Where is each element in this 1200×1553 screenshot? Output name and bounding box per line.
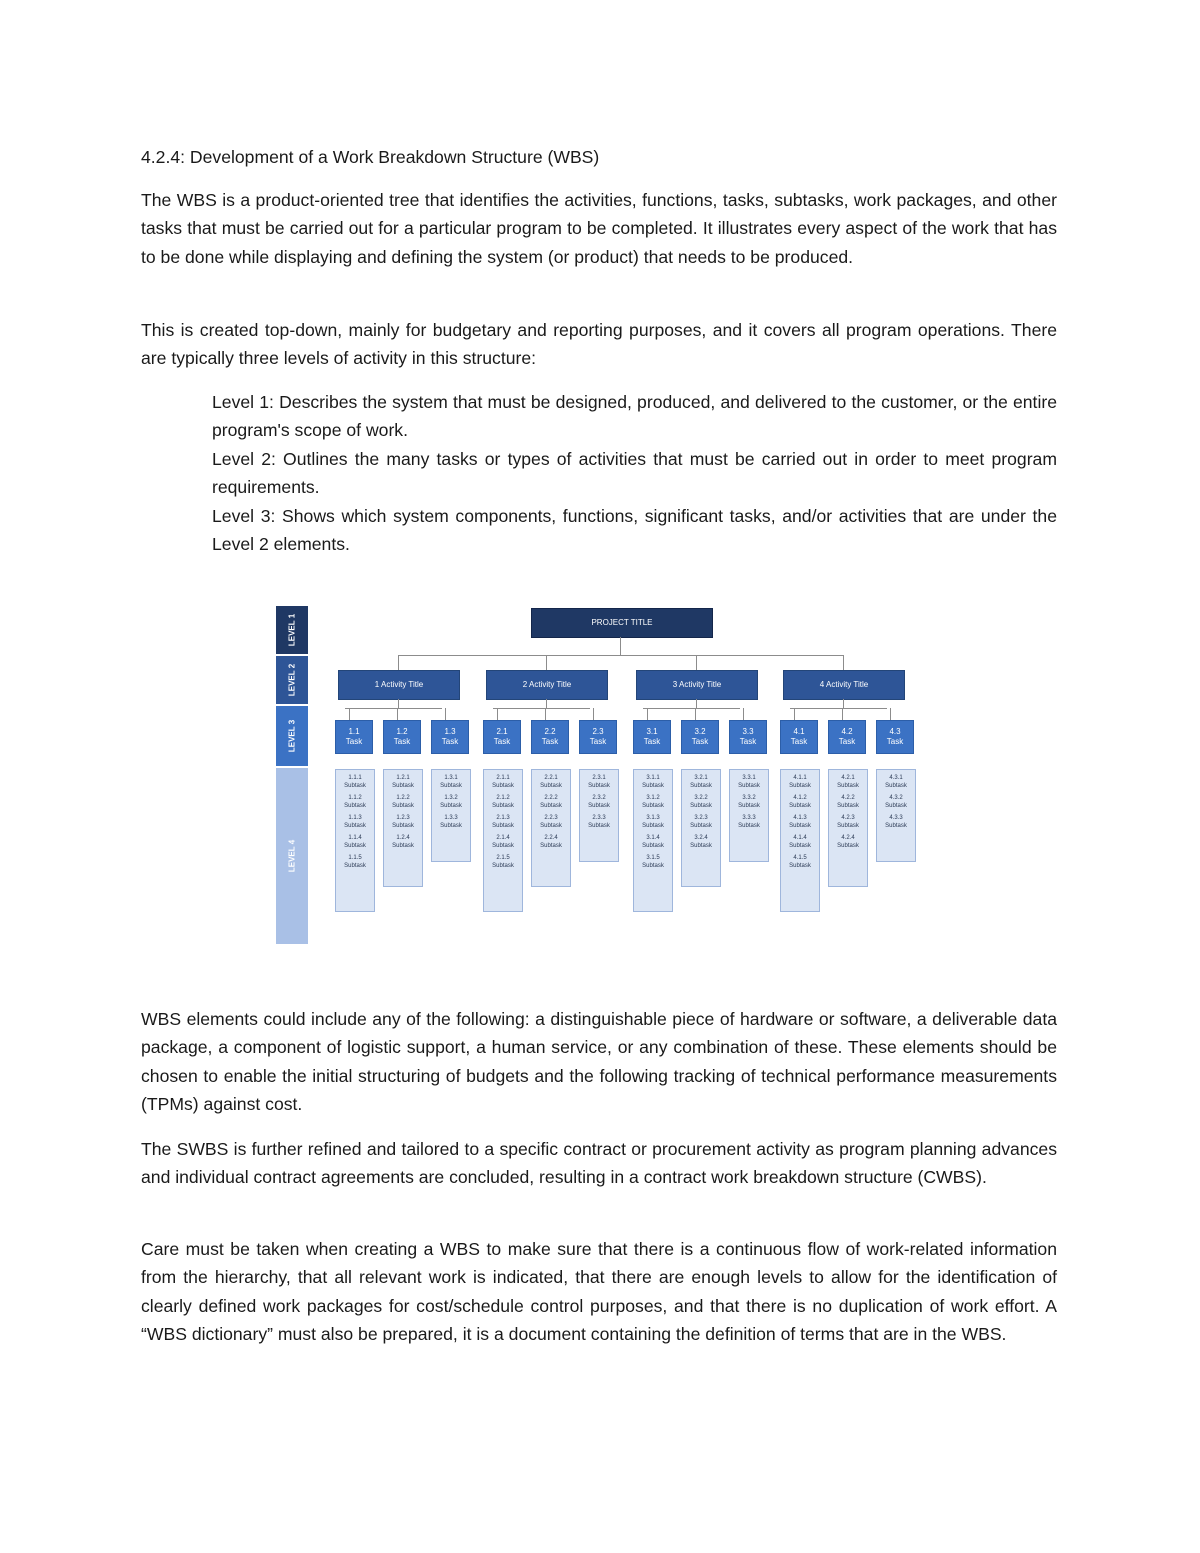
subtask-id: 4.1.3 [793, 815, 807, 821]
subtask-id: 4.1.1 [793, 775, 807, 781]
connector-line [349, 708, 350, 720]
connector-line [842, 708, 843, 720]
subtask-label: Subtask [540, 843, 562, 849]
task-box [828, 720, 866, 754]
task-label: Task [739, 737, 757, 746]
connector-line [593, 708, 594, 720]
subtask-item [781, 854, 819, 870]
subtask-label: Subtask [392, 823, 414, 829]
level-label: LEVEL 2 [287, 663, 297, 697]
subtask-id: 3.1.2 [646, 795, 660, 801]
task-box [383, 720, 421, 754]
subtask-item [336, 834, 374, 850]
subtask-label: Subtask [837, 843, 859, 849]
connector-line [743, 708, 744, 720]
task-id: 3.2 [694, 727, 706, 736]
subtask-label: Subtask [492, 803, 514, 809]
subtask-label: Subtask [642, 823, 664, 829]
activity-title-box: 4 Activity Title [783, 670, 905, 700]
subtask-label: Subtask [789, 863, 811, 869]
subtask-item [384, 774, 422, 790]
subtask-id: 4.2.1 [841, 775, 855, 781]
task-box [633, 720, 671, 754]
subtask-item [432, 774, 470, 790]
task-label: Task [345, 737, 363, 746]
subtask-id: 3.2.1 [694, 775, 708, 781]
subtask-label: Subtask [492, 783, 514, 789]
subtask-id: 4.1.5 [793, 855, 807, 861]
subtask-column [633, 769, 673, 912]
subtask-id: 1.3.3 [444, 815, 458, 821]
subtask-id: 2.3.3 [592, 815, 606, 821]
subtask-item [484, 854, 522, 870]
subtask-id: 1.1.2 [348, 795, 362, 801]
subtask-id: 4.2.3 [841, 815, 855, 821]
subtask-column [681, 769, 721, 887]
level-1-description: Level 1: Describes the system that must be designed, produced, and delivered to the customer, or the entire program's scope of work. [212, 392, 1057, 441]
subtask-label: Subtask [738, 783, 760, 789]
task-id: 1.1 [348, 727, 360, 736]
subtask-item [336, 774, 374, 790]
task-label: Task [541, 737, 559, 746]
task-id: 4.3 [889, 727, 901, 736]
subtask-label: Subtask [837, 803, 859, 809]
subtask-item [484, 794, 522, 810]
subtask-id: 2.1.5 [496, 855, 510, 861]
task-id: 4.2 [841, 727, 853, 736]
paragraph-care: Care must be taken when creating a WBS to make sure that there is a continuous flow of work-related information from the hierarchy, that all relevant work is indicated, that there are enough levels to allow for the identification of clearly defined work packages for cost/schedule control purposes, and that there is no duplication of work effort. A “WBS dictionary” must also be prepared, it is a document containing the definition of terms that are in the WBS. [141, 1239, 1057, 1345]
connector-line [397, 708, 398, 720]
level-label: LEVEL 1 [287, 613, 297, 647]
subtask-label: Subtask [837, 823, 859, 829]
subtask-item [829, 834, 867, 850]
subtask-item [877, 794, 915, 810]
subtask-id: 3.1.4 [646, 835, 660, 841]
subtask-id: 4.1.4 [793, 835, 807, 841]
subtask-column [828, 769, 868, 887]
subtask-id: 3.1.1 [646, 775, 660, 781]
paragraph-top-down: This is created top-down, mainly for budgetary and reporting purposes, and it covers all program operations. There are typically three levels of activity in this structure: [141, 320, 1057, 369]
task-box [483, 720, 521, 754]
subtask-item [781, 774, 819, 790]
subtask-label: Subtask [738, 803, 760, 809]
subtask-label: Subtask [642, 843, 664, 849]
subtask-id: 3.2.2 [694, 795, 708, 801]
subtask-column [729, 769, 769, 862]
subtask-label: Subtask [492, 843, 514, 849]
subtask-label: Subtask [344, 783, 366, 789]
subtask-id: 2.2.4 [544, 835, 558, 841]
subtask-item [432, 814, 470, 830]
subtask-item [336, 854, 374, 870]
connector-line [345, 708, 442, 709]
subtask-id: 3.1.5 [646, 855, 660, 861]
subtask-label: Subtask [588, 823, 610, 829]
subtask-label: Subtask [642, 803, 664, 809]
subtask-item [384, 834, 422, 850]
task-id: 1.3 [444, 727, 456, 736]
subtask-column [579, 769, 619, 862]
subtask-id: 3.2.3 [694, 815, 708, 821]
subtask-id: 3.2.4 [694, 835, 708, 841]
subtask-item [682, 774, 720, 790]
connector-line [843, 655, 844, 671]
subtask-id: 1.2.3 [396, 815, 410, 821]
subtask-id: 3.1.3 [646, 815, 660, 821]
subtask-label: Subtask [690, 803, 712, 809]
paragraph-swbs: The SWBS is further refined and tailored to a specific contract or procurement activity as program planning advances and individual contract agreements are concluded, resulting in a contract work breakdown structure (CWBS). [141, 1139, 1057, 1188]
task-id: 4.1 [793, 727, 805, 736]
task-box [780, 720, 818, 754]
subtask-item [484, 834, 522, 850]
project-title-box: PROJECT TITLE [531, 608, 713, 638]
subtask-id: 4.2.2 [841, 795, 855, 801]
subtask-item [781, 814, 819, 830]
subtask-label: Subtask [738, 823, 760, 829]
subtask-label: Subtask [540, 803, 562, 809]
connector-line [398, 655, 843, 656]
connector-line [695, 708, 696, 720]
subtask-label: Subtask [344, 863, 366, 869]
subtask-item [336, 814, 374, 830]
subtask-label: Subtask [789, 803, 811, 809]
subtask-label: Subtask [690, 823, 712, 829]
subtask-id: 1.1.1 [348, 775, 362, 781]
wbs-diagram [276, 606, 916, 946]
subtask-item [781, 794, 819, 810]
subtask-item [730, 794, 768, 810]
subtask-id: 4.3.2 [889, 795, 903, 801]
connector-line [546, 655, 547, 671]
task-id: 2.1 [496, 727, 508, 736]
subtask-id: 1.2.4 [396, 835, 410, 841]
subtask-id: 2.3.1 [592, 775, 606, 781]
subtask-label: Subtask [440, 823, 462, 829]
subtask-item [829, 774, 867, 790]
subtask-item [432, 794, 470, 810]
level-bar-1 [276, 606, 308, 654]
connector-line [445, 708, 446, 720]
subtask-item [336, 794, 374, 810]
connector-line [790, 708, 887, 709]
level-2-description: Level 2: Outlines the many tasks or types of activities that must be carried out in order to meet program requirements. [212, 448, 1057, 498]
subtask-label: Subtask [392, 803, 414, 809]
subtask-id: 1.1.4 [348, 835, 362, 841]
subtask-id: 3.3.2 [742, 795, 756, 801]
subtask-item [730, 774, 768, 790]
subtask-id: 1.3.1 [444, 775, 458, 781]
subtask-label: Subtask [690, 843, 712, 849]
subtask-item [532, 814, 570, 830]
activity-title-box: 1 Activity Title [338, 670, 460, 700]
task-label: Task [691, 737, 709, 746]
subtask-id: 2.1.2 [496, 795, 510, 801]
subtask-label: Subtask [588, 783, 610, 789]
subtask-item [877, 814, 915, 830]
activity-title-box: 3 Activity Title [636, 670, 758, 700]
subtask-id: 1.2.2 [396, 795, 410, 801]
subtask-item [634, 854, 672, 870]
subtask-label: Subtask [789, 783, 811, 789]
subtask-id: 2.1.3 [496, 815, 510, 821]
subtask-label: Subtask [492, 823, 514, 829]
subtask-label: Subtask [642, 863, 664, 869]
subtask-item [829, 794, 867, 810]
subtask-label: Subtask [540, 823, 562, 829]
subtask-item [829, 814, 867, 830]
level-label: LEVEL 3 [287, 719, 297, 753]
subtask-column [335, 769, 375, 912]
task-id: 2.3 [592, 727, 604, 736]
task-box [729, 720, 767, 754]
subtask-label: Subtask [540, 783, 562, 789]
subtask-item [580, 774, 618, 790]
connector-line [620, 637, 621, 655]
activity-title-box: 2 Activity Title [486, 670, 608, 700]
subtask-item [634, 794, 672, 810]
subtask-item [634, 814, 672, 830]
task-box [431, 720, 469, 754]
subtask-item [484, 774, 522, 790]
subtask-id: 4.3.1 [889, 775, 903, 781]
level-bar-2 [276, 656, 308, 704]
subtask-item [634, 834, 672, 850]
task-label: Task [441, 737, 459, 746]
subtask-label: Subtask [642, 783, 664, 789]
subtask-label: Subtask [690, 783, 712, 789]
subtask-id: 2.2.1 [544, 775, 558, 781]
subtask-item [682, 794, 720, 810]
subtask-label: Subtask [440, 803, 462, 809]
subtask-item [532, 794, 570, 810]
subtask-label: Subtask [392, 783, 414, 789]
connector-line [497, 708, 498, 720]
subtask-id: 3.3.1 [742, 775, 756, 781]
subtask-item [781, 834, 819, 850]
connector-line [794, 708, 795, 720]
subtask-label: Subtask [789, 843, 811, 849]
subtask-item [580, 814, 618, 830]
task-box [531, 720, 569, 754]
subtask-item [580, 794, 618, 810]
subtask-label: Subtask [789, 823, 811, 829]
paragraph-wbs-definition: The WBS is a product-oriented tree that identifies the activities, functions, tasks, subtasks, work packages, and other tasks that must be carried out for a particular program to be completed. It illustrates every aspect of the work that has to be done while displaying and defining the system (or product) that needs to be produced. [141, 190, 1057, 267]
task-label: Task [493, 737, 511, 746]
subtask-column [383, 769, 423, 887]
subtask-id: 1.1.3 [348, 815, 362, 821]
task-id: 2.2 [544, 727, 556, 736]
connector-line [647, 708, 648, 720]
subtask-id: 4.1.2 [793, 795, 807, 801]
subtask-item [384, 814, 422, 830]
subtask-id: 1.1.5 [348, 855, 362, 861]
connector-line [398, 699, 399, 708]
subtask-id: 4.2.4 [841, 835, 855, 841]
subtask-label: Subtask [588, 803, 610, 809]
subtask-label: Subtask [344, 823, 366, 829]
task-id: 3.1 [646, 727, 658, 736]
subtask-label: Subtask [885, 803, 907, 809]
subtask-id: 3.3.3 [742, 815, 756, 821]
subtask-item [730, 814, 768, 830]
connector-line [843, 699, 844, 708]
task-label: Task [886, 737, 904, 746]
subtask-label: Subtask [885, 783, 907, 789]
task-id: 1.2 [396, 727, 408, 736]
task-box [335, 720, 373, 754]
connector-line [643, 708, 740, 709]
section-heading: 4.2.4: Development of a Work Breakdown Structure (WBS) [141, 147, 600, 167]
subtask-id: 2.1.4 [496, 835, 510, 841]
subtask-item [877, 774, 915, 790]
subtask-item [634, 774, 672, 790]
subtask-label: Subtask [344, 843, 366, 849]
task-box [579, 720, 617, 754]
subtask-id: 2.2.2 [544, 795, 558, 801]
level-3-description: Level 3: Shows which system components, functions, significant tasks, and/or activities that are under the Level 2 elements. [212, 505, 1057, 555]
task-id: 3.3 [742, 727, 754, 736]
level-bar-4 [276, 768, 308, 944]
connector-line [545, 708, 546, 720]
subtask-label: Subtask [492, 863, 514, 869]
subtask-label: Subtask [344, 803, 366, 809]
task-label: Task [643, 737, 661, 746]
task-box [876, 720, 914, 754]
subtask-label: Subtask [392, 843, 414, 849]
subtask-item [532, 774, 570, 790]
connector-line [696, 699, 697, 708]
subtask-label: Subtask [440, 783, 462, 789]
subtask-column [531, 769, 571, 887]
task-label: Task [589, 737, 607, 746]
task-box [681, 720, 719, 754]
subtask-column [780, 769, 820, 912]
connector-line [696, 655, 697, 671]
subtask-item [484, 814, 522, 830]
subtask-item [682, 814, 720, 830]
subtask-item [532, 834, 570, 850]
subtask-label: Subtask [837, 783, 859, 789]
task-label: Task [393, 737, 411, 746]
level-bar-3 [276, 706, 308, 766]
subtask-column [876, 769, 916, 862]
connector-line [493, 708, 590, 709]
task-label: Task [790, 737, 808, 746]
task-label: Task [838, 737, 856, 746]
subtask-id: 1.3.2 [444, 795, 458, 801]
connector-line [546, 699, 547, 708]
connector-line [890, 708, 891, 720]
level-list [212, 388, 1057, 558]
subtask-item [682, 834, 720, 850]
subtask-id: 4.3.3 [889, 815, 903, 821]
subtask-id: 1.2.1 [396, 775, 410, 781]
subtask-id: 2.3.2 [592, 795, 606, 801]
level-label: LEVEL 4 [287, 839, 297, 873]
subtask-column [483, 769, 523, 912]
subtask-item [384, 794, 422, 810]
connector-line [398, 655, 399, 671]
subtask-label: Subtask [885, 823, 907, 829]
subtask-id: 2.1.1 [496, 775, 510, 781]
subtask-column [431, 769, 471, 862]
paragraph-wbs-elements: WBS elements could include any of the following: a distinguishable piece of hardware or software, a deliverable data package, a component of logistic support, a human service, or any combination of these. These elements should be chosen to enable the initial structuring of budgets and the following tracking of technical performance measurements (TPMs) against cost. [141, 1009, 1057, 1115]
subtask-id: 2.2.3 [544, 815, 558, 821]
